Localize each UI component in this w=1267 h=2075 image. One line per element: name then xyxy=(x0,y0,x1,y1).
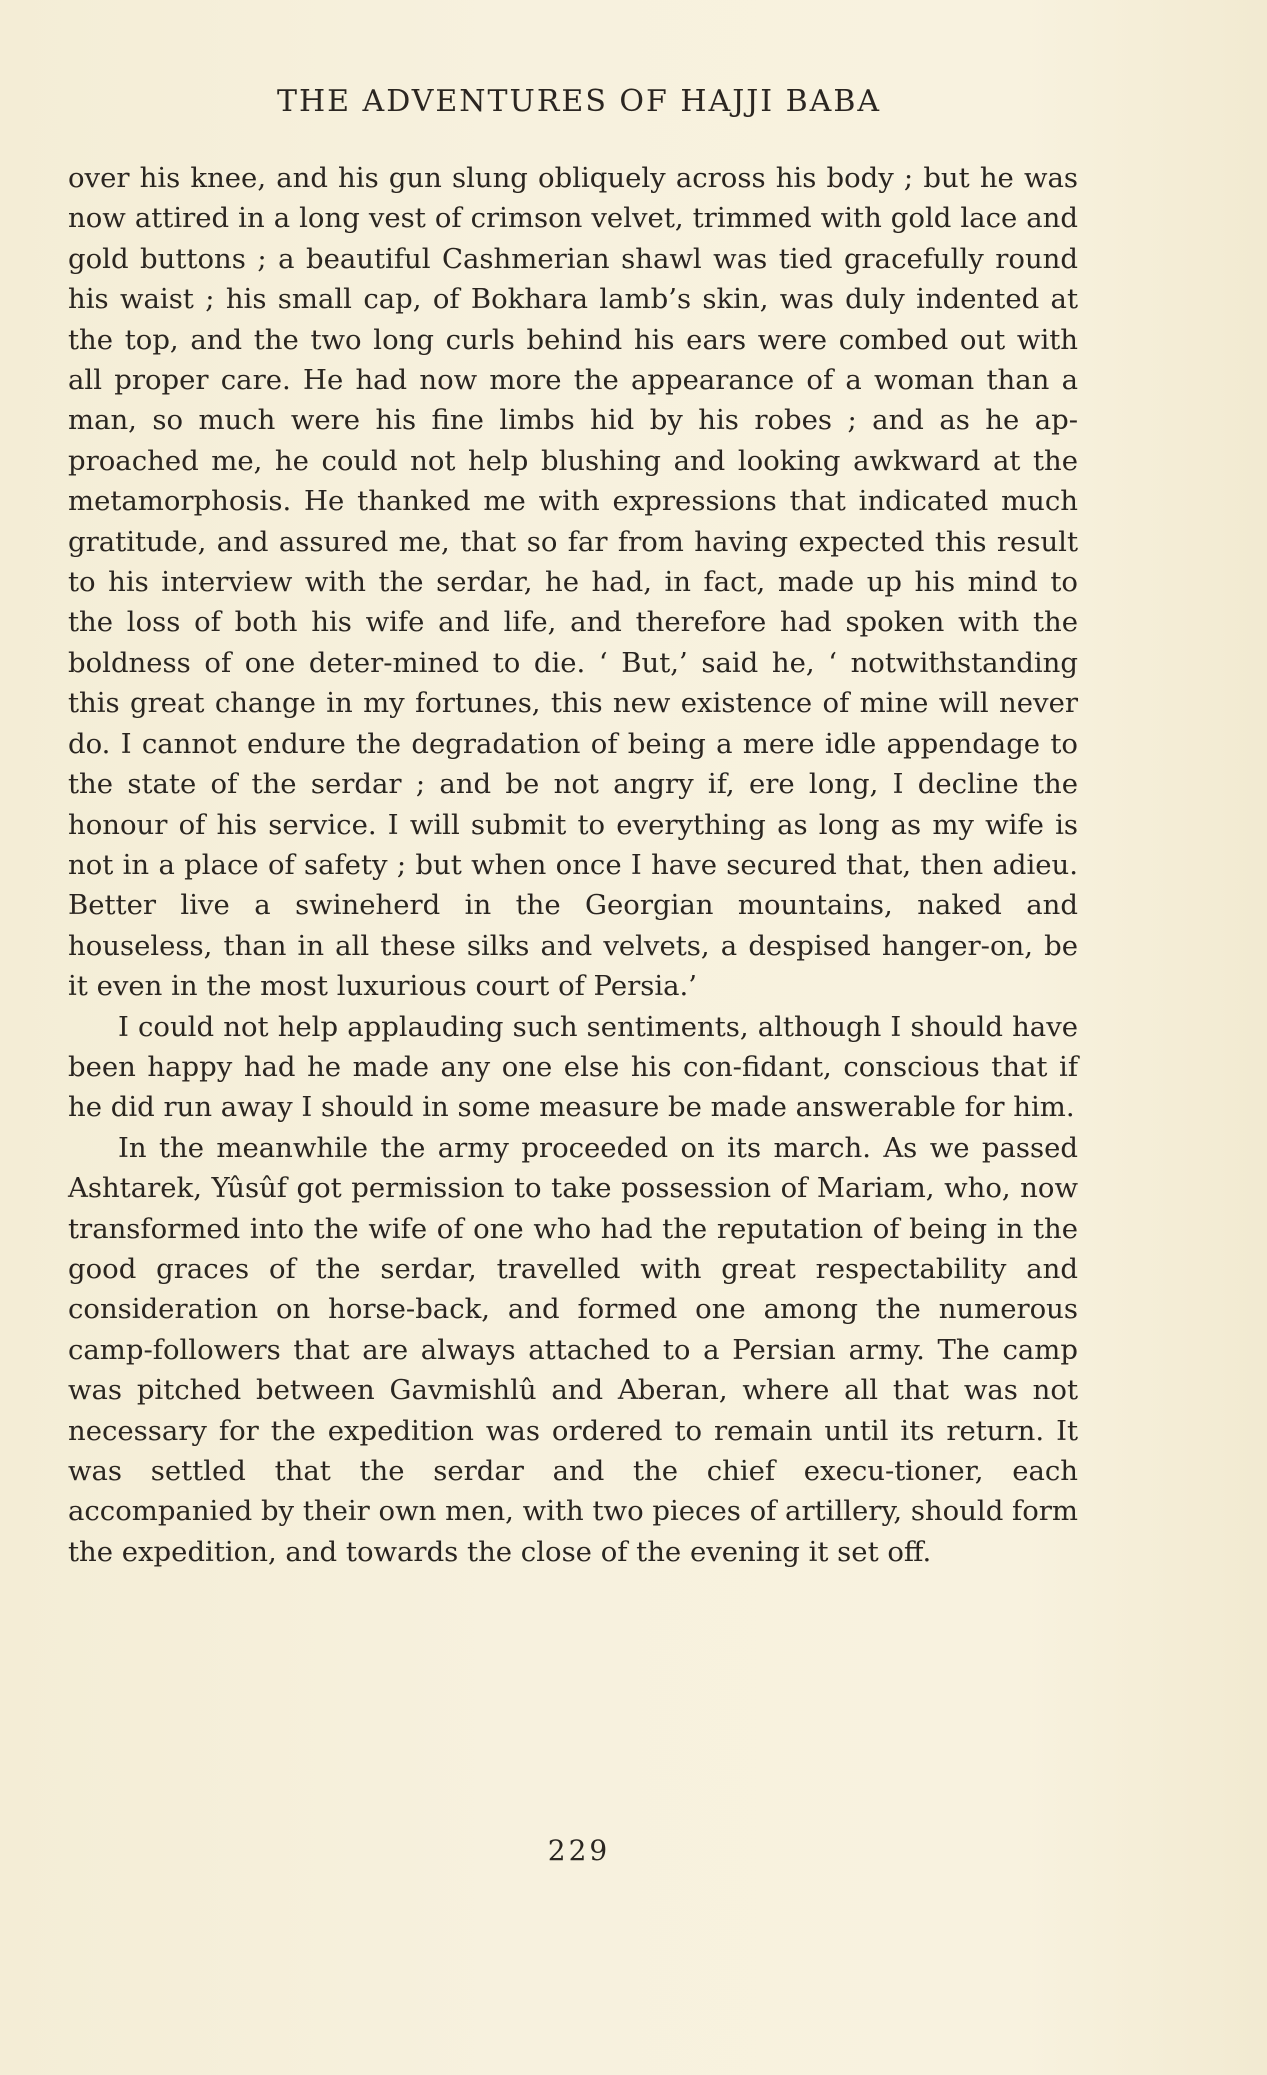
body-text xyxy=(68,158,1078,1572)
paragraph-march: In the meanwhile the army proceeded on its march. As we passed Ashtarek, Yûsûf got permission to take possession of Mariam, who, now transformed into the wife of one who had the reputation of being in the good graces of the serdar, travelled with great respectability and consideration on horse-back, and formed one among the numerous camp-followers that are always attached to a Persian army. The camp was pitched between Gavmishlû and Aberan, where all that was not necessary for the expedition was ordered to remain until its return. It was settled that the serdar and the chief execu-tioner, each accompanied by their own men, with two pieces of artillery, should form the expedition, and towards the close of the evening it set off. xyxy=(68,1131,1079,1568)
paragraph-applauding: I could not help applauding such sentiments, although I should have been happy had he made any one else his con-fidant, conscious that if he did run away I should in some measure be made answerable for him. xyxy=(68,1010,1078,1124)
running-head-title: THE ADVENTURES OF HAJJI BABA xyxy=(276,84,882,119)
page-number: 229 xyxy=(547,1834,611,1867)
paragraph-continued: over his knee, and his gun slung obliquely across his body ; but he was now attired in a long vest of crimson velvet, trimmed with gold lace and gold buttons ; a beautiful Cashmerian shawl was tied gracefully round his waist ; his small cap, of Bokhara lamb’s skin, was duly indented at the top, and the two long curls behind his ears were combed out with all proper care. He had now more the appearance of a woman than a man, so much were his fine limbs hid by his robes ; and as he ap-proached me, he could not help blushing and looking awkward at the metamorphosis. He thanked me with expressions that indicated much gratitude, and assured me, that so far from having expected this result to his interview with the serdar, he had, in fact, made up his mind to the loss of both his wife and life, and therefore had spoken with the boldness of one deter-mined to die. ‘ But,’ said he, ‘ notwithstanding this great change in my fortunes, this new existence of mine will never do. I cannot endure the degradation of being a mere idle appendage to the state of the serdar ; and be not angry if, ere long, I decline the honour of his service. I will submit to everything as long as my wife is not in a place of safety ; but when once I have secured that, then adieu. Better live a swineherd in the Georgian mountains, naked and houseless, than in all these silks and velvets, a despised hanger-on, be it even in the most luxurious court of Persia.’ xyxy=(68,162,1078,1003)
